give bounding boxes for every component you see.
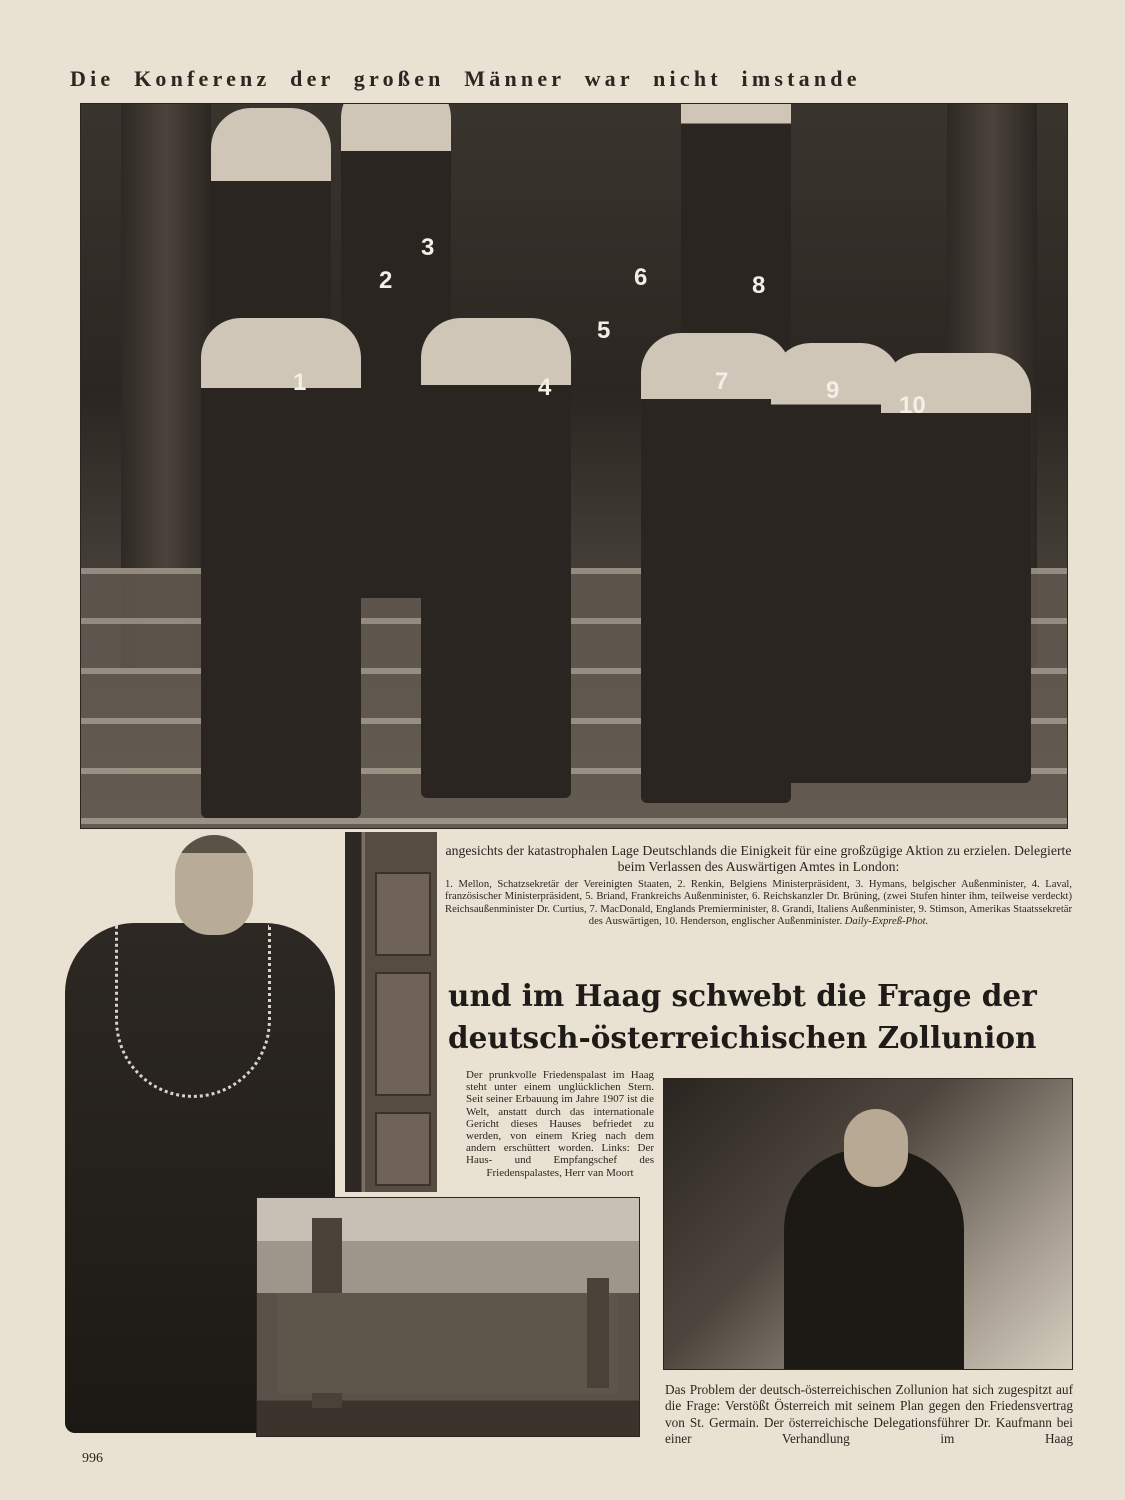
figure-number-4: 4: [538, 374, 552, 401]
figure-number-2: 2: [379, 267, 393, 294]
door-photo: [345, 832, 437, 1192]
delegates-group-photo: [80, 103, 1068, 829]
chain-of-office: [115, 925, 271, 1098]
hague-hearing-photo: [663, 1078, 1073, 1370]
figure-number-1: 1: [293, 369, 307, 396]
photo-credit: Daily-Expreß-Phot.: [844, 916, 929, 928]
figure-number-6: 6: [634, 264, 648, 291]
delegate-head: [844, 1109, 908, 1187]
group-photo-caption: [445, 843, 1072, 929]
door-panel: [375, 972, 431, 1096]
figure-number-8: 8: [752, 272, 766, 299]
figure-number-10: 10: [899, 392, 926, 419]
man-head: [175, 835, 253, 935]
section-headline-line1: und im Haag schwebt die Frage der: [448, 978, 1037, 1013]
door-panel: [375, 872, 431, 956]
peace-palace-text: Der prunkvolle Friedenspalast im Haag steht unter einem unglücklichen Stern. Seit seiner Erbauung im Jahre 1907 ist die Welt, anstatt durch das internationale Gericht dieses Hauses befriedet zu werden, von einem Krieg nach dem andern erschüttert worden. Links: Der Haus- und Empfangschef des Friedenspalastes, Herr van Moort: [466, 1069, 654, 1179]
figure-number-9: 9: [826, 377, 840, 404]
hearing-caption: Das Problem der deutsch-österreichischen Zollunion hat sich zugespitzt auf die Frage: Verstößt Österreich mit seinem Plan gegen den Friedensvertrag von St. Germain. Der österreichische Delegationsführer Dr. Kaufmann bei einer Verhandlung im Haag: [665, 1382, 1073, 1446]
page-headline: Die Konferenz der großen Männer war nicht imstande: [70, 66, 861, 91]
figure-number-7: 7: [715, 368, 729, 395]
peace-palace-photo: [256, 1197, 640, 1437]
door-panel: [375, 1112, 431, 1186]
delegate-figure: [201, 318, 361, 818]
delegate-figure: [641, 333, 791, 803]
page-number: 996: [82, 1451, 103, 1466]
palace-tower-small: [587, 1278, 609, 1388]
caption-list-text: 1. Mellon, Schatzsekretär der Vereinigten Staaten, 2. Renkin, Belgiens Ministerpräsident, 3. Hymans, belgischer Außenminister, 4. Laval, französischer Ministerpräsident, 5. Briand, Frankreichs Außenminister, 6. Reichskanzler Dr. Brüning, (zwei Stufen hinter ihm, teilweise verdeckt) Reichsaußenminister Dr. Curtius, 7. MacDonald, Englands Premierminister, 8. Grandi, Italiens Außenminister, 9. Stimson, Amerikas Staatssekretär des Auswärtigen, 10. Henderson, englischer Außenminister.: [445, 879, 1072, 928]
section-headline: [448, 975, 1078, 1059]
caption-list: [445, 879, 1072, 929]
caption-lead: angesichts der katastrophalen Lage Deutschlands die Einigkeit für eine großzügige Aktion zu erzielen. Delegierte beim Verlassen des Auswärtigen Amtes in London:: [445, 843, 1072, 874]
figure-number-3: 3: [421, 234, 435, 261]
palace-facade: [277, 1293, 617, 1393]
figure-number-5: 5: [597, 317, 611, 344]
section-headline-line2: deutsch-österreichischen Zollunion: [448, 1020, 1037, 1055]
